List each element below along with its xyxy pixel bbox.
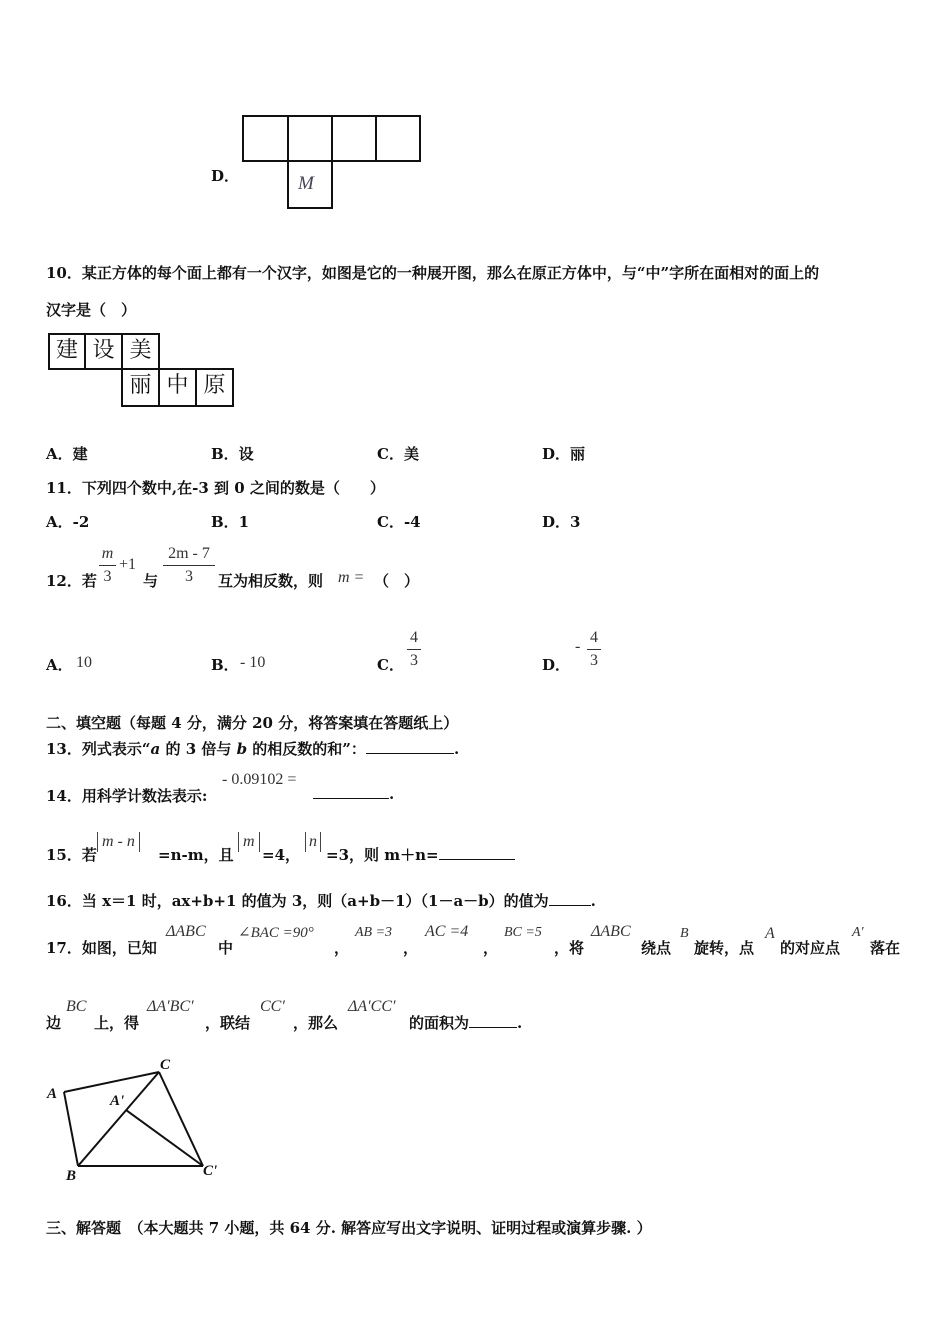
q12-paren: （ ） [374,572,420,590]
q13-answer-blank[interactable] [366,753,454,754]
q13-var-a: a [150,740,161,758]
q12-suffix: 互为相反数，则 [218,572,324,590]
q11-option-c[interactable]: C．-4 [377,513,421,531]
q15-answer-blank[interactable] [439,859,515,860]
section3-title: 三、解答题 （本大题共 7 小题，共 64 分. 解答应写出文字说明、证明过程或演算步骤. ） [46,1219,652,1237]
segment-ab [64,1092,78,1166]
q15-abs-m-minus-n: m - n [97,832,140,852]
q17-point-a-prime: A′ [852,925,864,940]
q12-option-a-value: 10 [76,654,92,671]
q17-triangle-abc: ΔABC [166,923,206,940]
net-char-li: 丽 [121,368,160,407]
segment-cc-prime [159,1072,203,1166]
q17-bian: 边 [46,1014,62,1032]
q13-text-b: 的 3 倍与 [160,740,237,758]
q13-var-b: b [236,740,248,758]
q13-text-c: 的相反数的和”： [247,740,366,758]
frac-numerator: 4 [590,629,598,646]
q17-figure [40,1050,230,1185]
frac-numerator: m [101,545,114,562]
q17-angle-bac: ∠BAC =90° [238,925,314,941]
net-char-she: 设 [84,333,123,370]
q12-option-d-label[interactable]: D． [542,656,571,674]
q17-segment-cc: CC′ [260,998,285,1015]
q17-xuanzhuan: 旋转，点 [694,939,755,957]
q13-text-a: 13．列式表示“ [46,740,151,758]
label-c-prime: C' [203,1163,218,1179]
label-a-prime: A' [110,1093,125,1109]
q15-mid3: =3，则 m＋n= [326,846,439,864]
q16-stem [46,890,596,911]
q10-stem-line2: 汉字是（ ） [46,301,137,319]
net-char-jian: 建 [48,333,86,370]
segment-a-prime-c-prime [126,1110,203,1166]
q11-option-d[interactable]: D．3 [542,513,581,531]
q14-expression: - 0.09102 = [222,771,297,788]
q17-bc: BC =5 [504,925,542,940]
q10-option-d[interactable]: D．丽 [542,445,586,463]
frac-denominator: 3 [185,568,193,585]
q16-end: . [590,892,596,910]
q10-option-a[interactable]: A．建 [46,445,88,463]
q13-end: . [453,740,460,758]
q12-option-d-fraction [587,629,601,670]
frac-numerator: 4 [410,629,418,646]
q11-option-a[interactable]: A．-2 [46,513,90,531]
q12-fraction-2 [163,545,215,586]
q14-end: . [389,785,395,803]
q9-option-d-label: D． [211,167,240,185]
q12-plus-one: +1 [119,556,137,573]
q17-end: . [517,1014,523,1032]
q17-comma-2: ， [403,939,419,957]
q16-answer-blank[interactable] [549,905,591,906]
q14-blank-row [313,785,394,803]
net-cell [287,160,333,209]
q17-triangle-abc-2: ΔABC [591,923,631,940]
q17-namo: ，那么 [293,1014,339,1032]
net-char-yuan: 原 [195,368,234,407]
q17-triangle-abc-prime: ΔA′BC′ [147,998,194,1015]
q12-option-b-label[interactable]: B． [211,656,239,674]
q17-lianjie: ，联结 [205,1014,251,1032]
q15-prefix: 15．若 [46,846,97,864]
q17-tail [409,1012,522,1033]
q14-text: 14．用科学计数法表示: [46,787,208,805]
q11-stem: 11．下列四个数中,在-3 到 0 之间的数是（ ） [46,479,385,497]
label-a: A [47,1086,58,1102]
q15-abs-n: n [305,832,321,852]
q14-answer-blank[interactable] [313,798,389,799]
q17-duiying: 的对应点 [780,939,841,957]
q17-triangle-acc: ΔA′CC′ [348,998,396,1015]
net-cell [242,115,289,162]
q12-option-a-label[interactable]: A． [46,656,73,674]
q12-mid: 与 [143,572,159,590]
q10-stem-line1: 10．某正方体的每个面上都有一个汉字，如图是它的一种展开图，那么在原正方体中，与“中”字所在面相对的面上的 [46,264,820,282]
q17-comma-1: ， [334,939,350,957]
q12-option-c-label[interactable]: C． [377,656,404,674]
q15-tail [326,844,515,865]
q11-option-b[interactable]: B．1 [211,513,250,531]
q10-option-c[interactable]: C．美 [377,445,419,463]
frac-denominator: 3 [410,652,418,669]
q16-text: 16．当 x＝1 时，ax+b+1 的值为 3，则（a+b－1）（1－a－b）的值为 [46,892,549,910]
frac-numerator: 2m - 7 [168,545,210,562]
section2-title: 二、填空题（每题 4 分，满分 20 分，将答案填在答题纸上） [46,714,459,732]
q17-answer-blank[interactable] [469,1027,517,1028]
q15-mid1: =n-m，且 [158,846,234,864]
q17-raozhi: 绕点 [641,939,672,957]
frac-denominator: 3 [103,568,112,585]
q12-prefix: 12．若 [46,572,97,590]
label-b: B [66,1168,77,1184]
net-char-zhong: 中 [158,368,197,407]
q12-variable: m = [338,569,365,586]
net-letter-m: M [298,173,314,194]
q17-side-bc: BC [66,998,87,1015]
q17-point-a: A [765,925,775,942]
q13-stem [46,738,459,759]
q17-point-b: B [680,926,689,941]
q12-fraction-1 [99,545,116,586]
q17-prefix: 17．如图，已知 [46,939,157,957]
q17-ac: AC =4 [425,923,469,940]
frac-denominator: 3 [590,652,598,669]
q12-option-b-value: - 10 [240,654,266,671]
q17-luozai: 落在 [870,939,901,957]
net-cell [331,115,377,162]
q17-shang: 上，得 [94,1014,140,1032]
q10-option-b[interactable]: B．设 [211,445,254,463]
label-c: C [160,1057,171,1073]
net-cell [375,115,421,162]
q12-option-c-fraction [407,629,421,670]
net-char-mei: 美 [121,333,160,370]
net-cell [287,115,333,162]
q12-option-d-sign: - [575,638,581,655]
q15-abs-m: m [238,832,260,852]
q17-zhong: 中 [218,939,234,957]
q17-ab: AB =3 [355,925,393,940]
q15-mid2: =4， [262,846,301,864]
q17-jiang: ，将 [554,939,585,957]
q17-comma-3: ， [483,939,499,957]
q17-mianji: 的面积为 [409,1014,470,1032]
